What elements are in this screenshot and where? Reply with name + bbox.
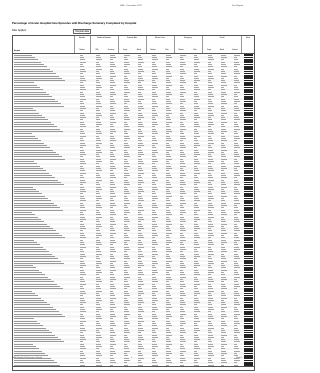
col-sub: Rate <box>193 50 197 52</box>
col-group-status: Status <box>245 38 251 39</box>
col-group-with-summary: Number of Episodes <box>97 38 111 39</box>
col-group-rate: Summary Rate <box>126 38 137 39</box>
col-group-elective: Elective Cases <box>155 38 165 39</box>
footer-right: Page 1 <box>236 357 243 359</box>
filter-value: Hospital data <box>75 30 89 33</box>
footer-page-number: 1 <box>131 357 133 359</box>
col-sub: Actual <box>219 50 225 52</box>
col-sub: Target <box>122 50 128 52</box>
col-sub: Number <box>178 50 184 52</box>
col-sub: Summary <box>107 50 115 52</box>
table-header <box>13 36 254 54</box>
report-title: Percentage of Acute Hospital Care Episodes with Discharge Summary Completed by Hospital <box>12 21 137 25</box>
col-group-episodes: Episodes <box>78 38 86 39</box>
data-table <box>12 35 255 371</box>
col-sub: Variance <box>232 50 238 52</box>
col-sub: With <box>95 50 99 52</box>
col-sub: Number <box>150 50 156 52</box>
col-sub: Target <box>206 50 212 52</box>
footer-left: HSE Monthly Performance Report <box>12 357 43 359</box>
table-body <box>13 54 254 370</box>
col-sub: Number <box>79 50 85 52</box>
header-right: Dec Report <box>232 5 244 7</box>
col-group-emergency: Emergency <box>184 38 192 39</box>
total-row <box>13 366 254 369</box>
col-sub: Actual <box>136 50 142 52</box>
total-label: Total <box>14 367 18 369</box>
header-center: HSE · December 2017 <box>120 5 143 7</box>
filter-label: Filter Applied: <box>12 29 27 32</box>
col-sub: Rate <box>165 50 169 52</box>
col-group-overall: Overall <box>219 38 225 39</box>
col-hospital: Hospital <box>14 51 20 52</box>
